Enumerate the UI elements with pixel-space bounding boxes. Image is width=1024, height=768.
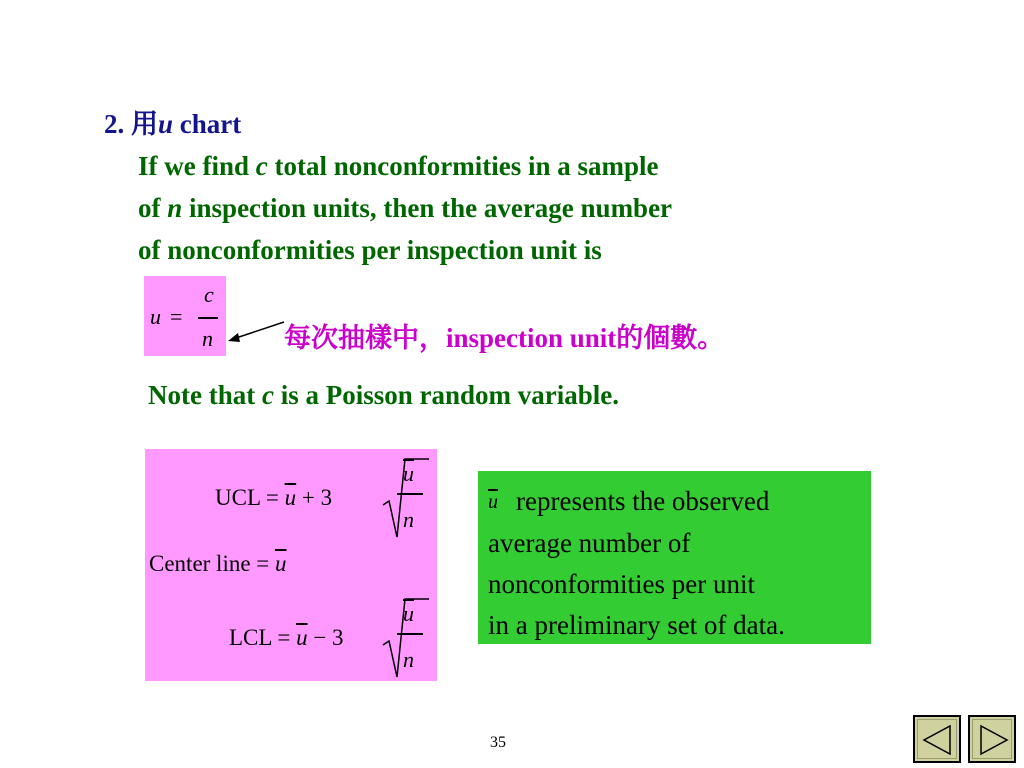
next-slide-button[interactable] <box>968 715 1016 763</box>
para-line-1: If we find c total nonconformities in a sample <box>138 151 659 181</box>
pointer-arrow-icon <box>226 318 286 348</box>
explanation-ubar: $\overline{u}$ <box>488 491 498 513</box>
intro-paragraph <box>138 145 858 271</box>
ucl-frac-bar <box>397 493 423 495</box>
lcl-label: LCL <box>229 625 272 650</box>
control-limits-panel <box>145 449 437 681</box>
heading-prefix: 用 <box>131 109 158 139</box>
heading-number: 2. <box>104 109 125 139</box>
heading-var: u <box>158 109 174 139</box>
ucl-frac-den: n <box>403 507 414 532</box>
slide-heading <box>104 102 241 141</box>
ucl-ubar: $\overline{u}$ <box>284 485 297 510</box>
lcl-ubar: $\overline{u}$ <box>296 625 308 650</box>
formula-equals: = <box>170 304 183 329</box>
para-line-3: of nonconformities per inspection unit is <box>138 235 602 265</box>
lcl-equation: LCL = $\overline{u} - 3$ <box>229 625 344 650</box>
explanation-panel <box>478 471 871 644</box>
u-formula-box <box>144 276 226 356</box>
formula-lhs: u <box>150 304 161 329</box>
ucl-label: UCL <box>215 485 261 510</box>
triangle-left-icon <box>918 720 958 760</box>
previous-slide-button[interactable] <box>913 715 961 763</box>
center-ubar: $\overline{u}$ <box>275 551 287 576</box>
ucl-frac-num: $\overline{u}$ <box>403 461 414 486</box>
para-line-2: of n inspection units, then the average number <box>138 193 673 223</box>
lcl-frac-den: n <box>403 647 414 672</box>
formula-fraction-bar <box>198 317 218 319</box>
poisson-note: Note that c is a Poisson random variable. <box>148 380 619 410</box>
page-number: 35 <box>490 734 506 751</box>
formula-denominator: n <box>202 326 213 351</box>
formula-numerator: c <box>204 282 214 307</box>
heading-label: chart <box>179 109 242 139</box>
annotation-zh: 每次抽樣中，inspection unit的個數。 <box>284 323 725 353</box>
triangle-right-icon <box>973 720 1013 760</box>
lcl-frac-num: $\overline{u}$ <box>403 601 414 626</box>
lcl-frac-bar <box>397 633 423 635</box>
center-line-equation: Center line = $\overline{u}$ <box>149 551 287 576</box>
ucl-equation: UCL = $\overline{u} + 3$ <box>215 485 333 510</box>
center-label: Center line <box>149 551 251 576</box>
explanation-text: $\overline{u}$ represents the observed average number of nonconformities per unit in a preliminary set of data. <box>488 481 868 646</box>
